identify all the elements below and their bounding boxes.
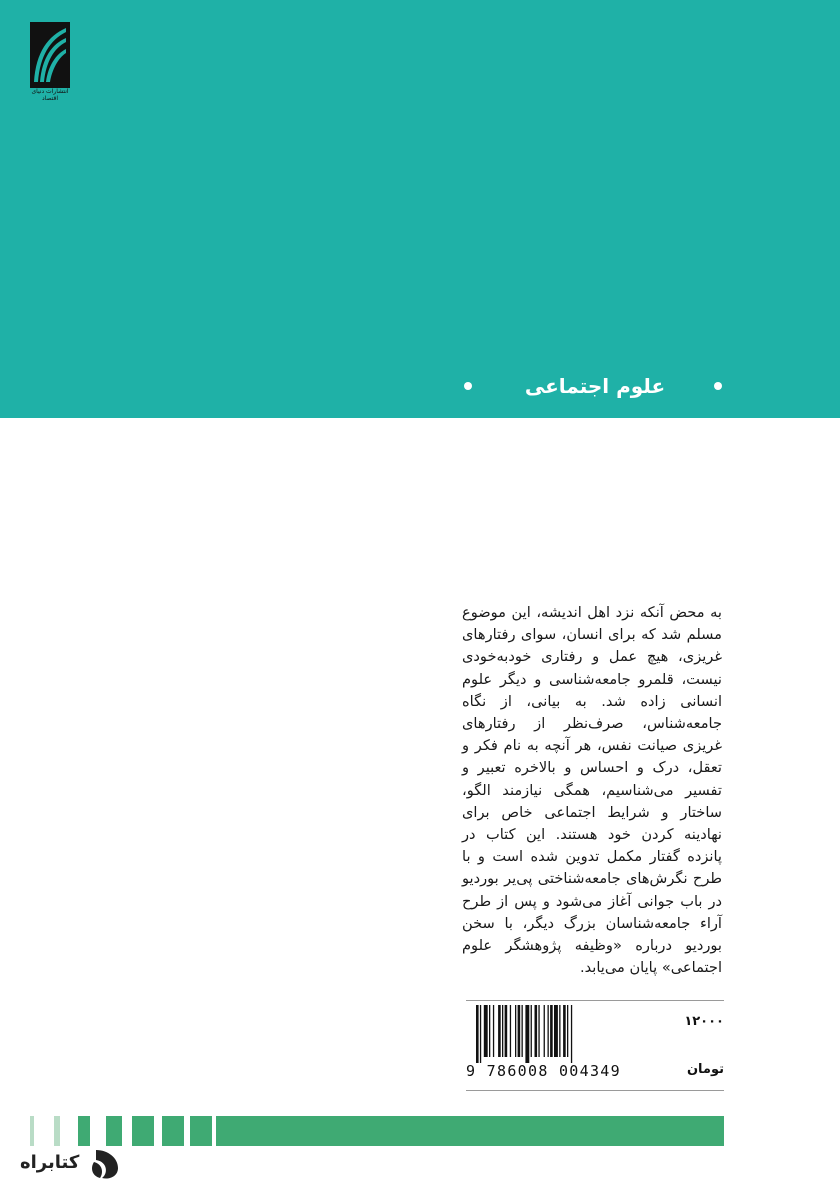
barcode-icon: [468, 1005, 648, 1063]
stripe: [162, 1116, 184, 1146]
category-label: [0, 372, 840, 402]
publisher-name: انتشارات دنیای اقتصاد: [31, 88, 69, 102]
top-cover-band: [0, 0, 840, 418]
barcode-block: [466, 1000, 724, 1092]
brand-logo-icon: [88, 1146, 124, 1182]
book-description: به محض آنکه نزد اهل اندیشه، این موضوع مسلم شد که برای انسان، سوای رفتارهای غریزی، هیچ عمل و رفتاری خودبه‌خودی نیست، قلمرو جامعه‌شناسی و دیگر علوم انسانی زاده شد. به بیانی، از نگاه جامعه‌شناس، صرف‌نظر از رفتارهای غریزی صیانت نفس، هر آنچه به نام فکر و تعقل، درک و احساس و بالاخره تعبیر و تفسیر می‌شناسیم، همگی نیازمند الگو، ساختار و شرایط اجتماعی خاص برای نهادینه کردن خود هستند. این کتاب در پانزده گفتار مکمل تدوین شده است و با طرح نگرش‌های جامعه‌شناختی پی‌یر بوردیو در باب جوانی آغاز می‌شود و پس از طرح آراء جامعه‌شناسان بزرگ دیگر، با سخن بوردیو درباره «وظیفه پژوهشگر علوم اجتماعی» پایان می‌یابد.: [462, 604, 722, 977]
brand-name: کتابراه: [20, 1152, 80, 1173]
price-currency: تومان: [686, 1062, 724, 1077]
brand-watermark: [20, 1142, 130, 1186]
price-amount: ۱۲۰۰۰: [684, 1014, 724, 1029]
bullet-dot-icon: [714, 382, 722, 390]
divider: [466, 1090, 724, 1091]
stripe: [190, 1116, 212, 1146]
isbn-digits: 9 786008 004349: [466, 1062, 621, 1080]
stripe: [216, 1116, 724, 1146]
category-title: علوم اجتماعی: [524, 374, 666, 398]
decorative-stripes: [30, 1116, 724, 1146]
stripe: [132, 1116, 154, 1146]
divider: [466, 1000, 724, 1001]
bullet-dot-icon: [464, 382, 472, 390]
